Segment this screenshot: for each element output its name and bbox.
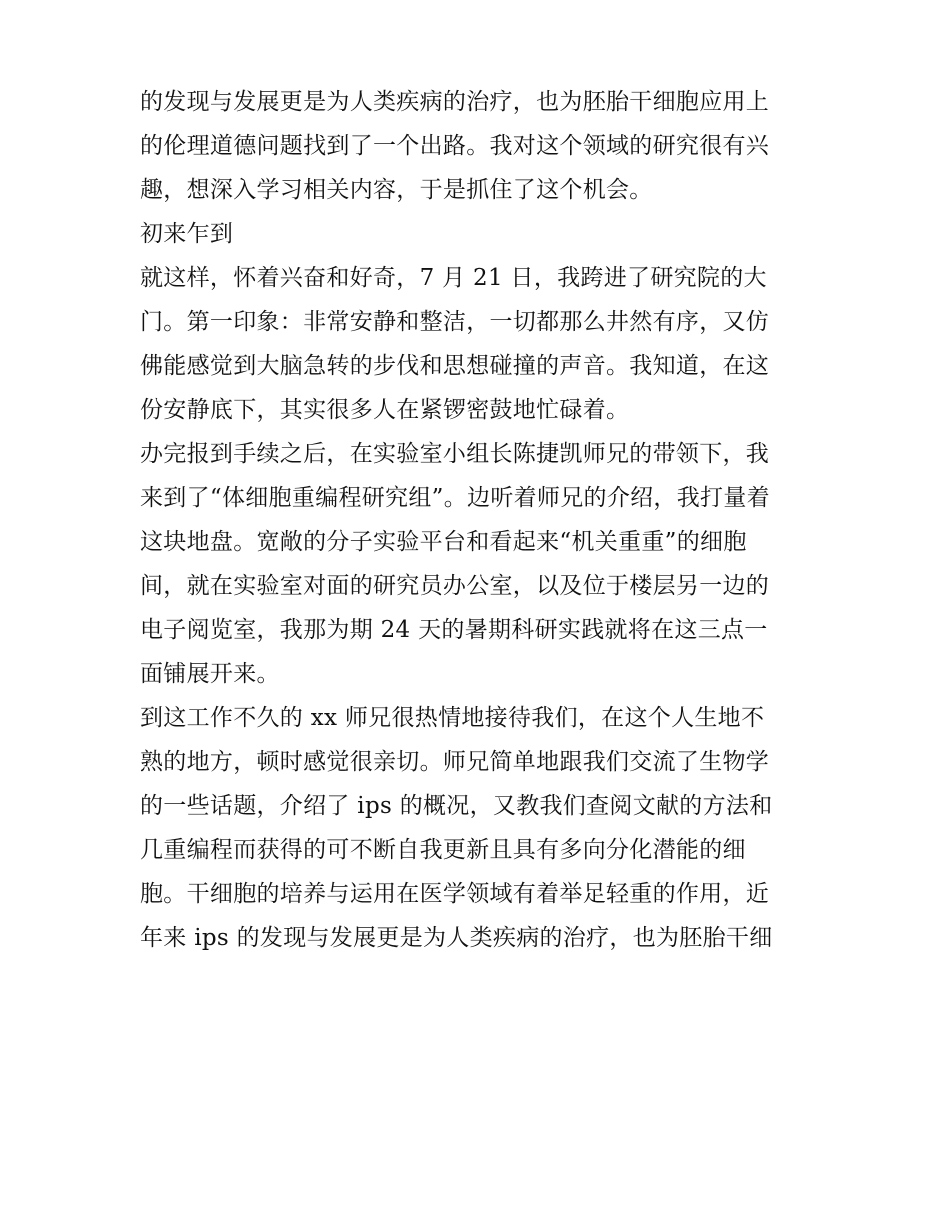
text-line: 面铺展开来。 bbox=[140, 661, 280, 687]
text-line: 电子阅览室，我那为期 24 天的暑期科研实践就将在这三点一 bbox=[140, 617, 768, 643]
text-line: 间，就在实验室对面的研究员办公室，以及位于楼层另一边的 bbox=[140, 573, 770, 599]
text-line: 佛能感觉到大脑急转的步伐和思想碰撞的声音。我知道，在这 bbox=[140, 353, 770, 379]
text-line: 趣，想深入学习相关内容，于是抓住了这个机会。 bbox=[140, 177, 653, 203]
text-line: 份安静底下，其实很多人在紧锣密鼓地忙碌着。 bbox=[140, 397, 630, 423]
document-page bbox=[140, 80, 830, 960]
text-line: 几重编程而获得的可不断自我更新且具有多向分化潜能的细 bbox=[140, 837, 746, 863]
text-line: 的伦理道德问题找到了一个出路。我对这个领域的研究很有兴 bbox=[140, 133, 770, 159]
text-line: 办完报到手续之后，在实验室小组长陈捷凯师兄的带领下，我 bbox=[140, 441, 770, 467]
text-line: 这块地盘。宽敞的分子实验平台和看起来“机关重重”的细胞 bbox=[140, 529, 747, 555]
text-line: 的发现与发展更是为人类疾病的治疗，也为胚胎干细胞应用上 bbox=[140, 89, 770, 115]
text-line: 门。第一印象：非常安静和整洁，一切都那么井然有序，又仿 bbox=[140, 309, 770, 335]
text-line: 熟的地方，顿时感觉很亲切。师兄简单地跟我们交流了生物学 bbox=[140, 749, 770, 775]
text-line: 来到了“体细胞重编程研究组”。边听着师兄的介绍，我打量着 bbox=[140, 485, 770, 511]
text-line: 的一些话题，介绍了 ips 的概况，又教我们查阅文献的方法和 bbox=[140, 793, 773, 819]
text-line: 年来 ips 的发现与发展更是为人类疾病的治疗，也为胚胎干细 bbox=[140, 925, 773, 951]
section-heading: 初来乍到 bbox=[140, 221, 234, 247]
text-line: 胞。干细胞的培养与运用在医学领域有着举足轻重的作用，近 bbox=[140, 881, 770, 907]
text-line: 就这样，怀着兴奋和好奇，7 月 21 日，我跨进了研究院的大 bbox=[140, 265, 767, 291]
text-line: 到这工作不久的 xx 师兄很热情地接待我们，在这个人生地不 bbox=[140, 705, 765, 731]
